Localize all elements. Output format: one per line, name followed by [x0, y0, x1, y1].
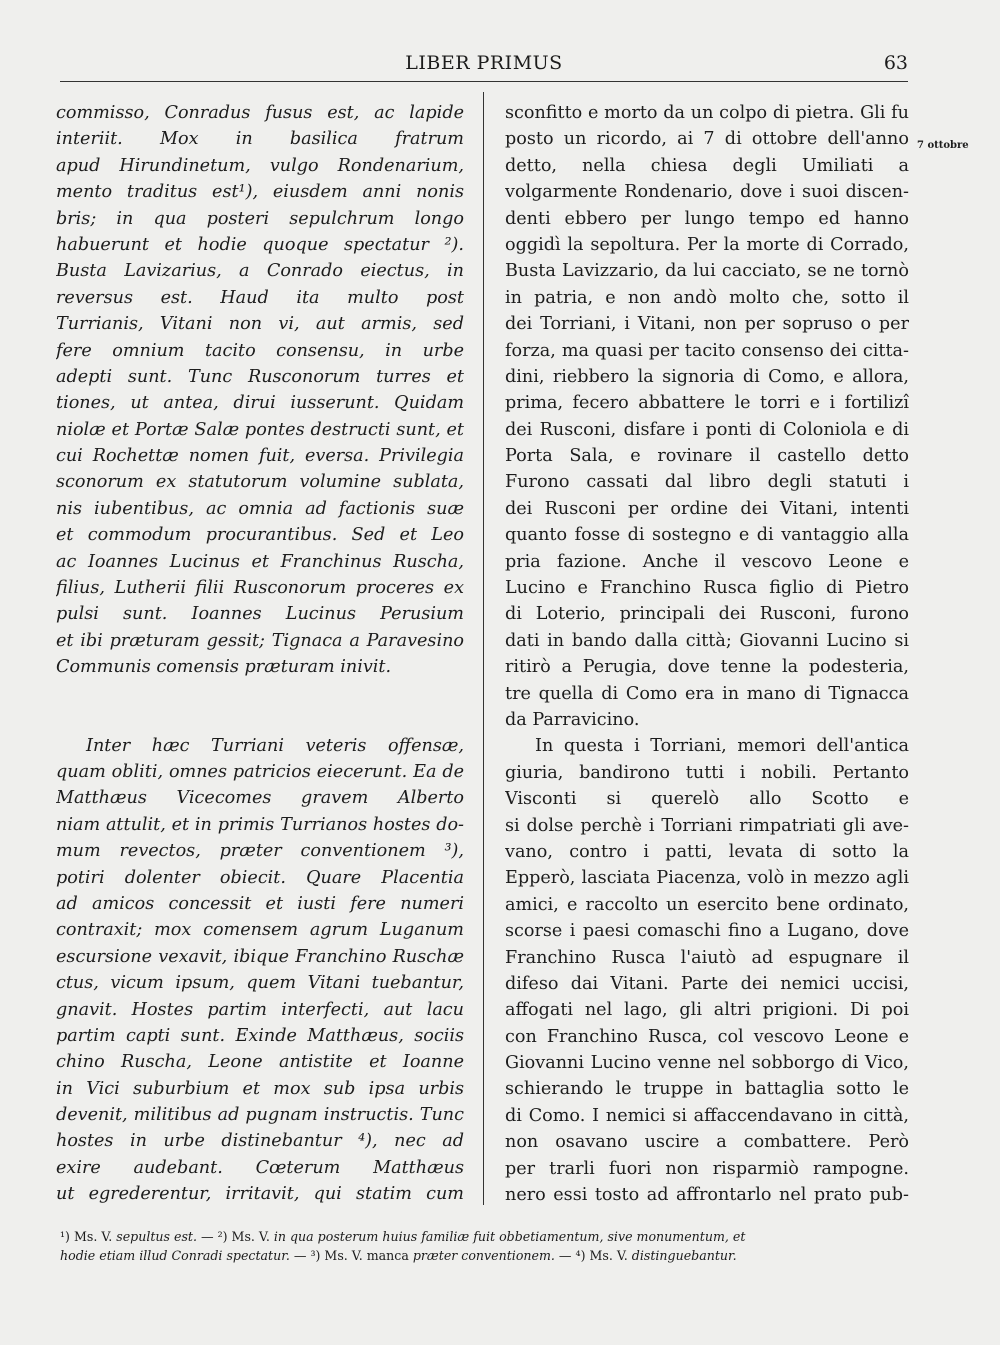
footnote-line-1 — [60, 1227, 908, 1246]
text-line: in Vici suburbium et mox sub ipsa urbis — [56, 1078, 464, 1099]
text-line: dati in bando dalla città; Giovanni Lucino si — [505, 630, 909, 651]
text-line: non osavano uscire a combattere. Però — [505, 1132, 909, 1153]
text-line: dini, riebbero la signoria di Como, e allora, — [505, 366, 909, 387]
text-line: niam attulit, et in primis Turrianos hostes do- — [56, 814, 464, 835]
text-line: denti ebbero per lungo tempo ed hanno — [505, 208, 909, 229]
text-line: Busta Lavizzario, da lui cacciato, se ne tornò — [505, 261, 909, 282]
italian-column — [505, 100, 909, 1208]
text-line: di Loterio, principali dei Rusconi, furono — [505, 604, 909, 625]
text-line: volgarmente Rondenario, dove i suoi discen- — [505, 182, 909, 203]
text-line: hostes in urbe distinebantur ⁴), nec ad — [56, 1131, 464, 1152]
text-line: dei Rusconi per ordine dei Vitani, intenti — [505, 498, 909, 519]
column-divider — [483, 92, 484, 1205]
text-line: detto, nella chiesa degli Umiliati a — [505, 155, 909, 176]
footnote-ref: ¹) Ms. V. — [60, 1229, 113, 1244]
text-line: interiit. Mox in basilica fratrum — [56, 129, 464, 150]
text-line: con Franchino Rusca, col vescovo Leone e — [505, 1026, 909, 1047]
text-line: scorse i paesi comaschi fino a Lugano, dove — [505, 921, 909, 942]
text-line: Porta Sala, e rovinare il castello detto — [505, 446, 909, 467]
text-line: si dolse perchè i Torriani rimpatriati gli ave- — [505, 815, 909, 836]
text-line: mento traditus est¹), eiusdem anni nonis — [56, 182, 464, 203]
text-line: niolæ et Portæ Salæ pontes destructi sunt, et — [56, 419, 464, 440]
footnote-line-2 — [60, 1246, 908, 1265]
text-line: bris; in qua posteri sepulchrum longo — [56, 208, 464, 229]
text-line: gnavit. Hostes partim interfecti, aut lacu — [56, 999, 464, 1020]
text-line: oggidì la sepoltura. Per la morte di Corrado, — [505, 234, 909, 255]
text-line: amici, e raccolto un esercito bene ordinato, — [505, 894, 909, 915]
text-line: exire audebant. Cœterum Matthæus — [56, 1157, 464, 1178]
text-line: per trarli fuori non risparmiò rampogne. — [505, 1158, 909, 1179]
text-line-indented: In questa i Torriani, memori dell'antica — [535, 736, 909, 757]
text-line: sconfitto e morto da un colpo di pietra. Gli fu — [505, 103, 909, 123]
text-line: mum revectos, præter conventionem ³), — [56, 841, 464, 862]
text-line: potiri dolenter obiecit. Quare Placentia — [56, 867, 464, 888]
page-number: 63 — [883, 52, 908, 74]
text-line: ac Ioannes Lucinus et Franchinus Ruscha, — [56, 551, 464, 572]
paragraph-gap — [56, 681, 464, 733]
text-line: escursione vexavit, ibique Franchino Ruschæ — [56, 946, 464, 967]
footnote-variant: in qua posterum huius familiæ fuit obbetiamentum, sive monumentum, et — [273, 1229, 746, 1244]
text-line: ritirò a Perugia, dove tenne la podesteria, — [505, 657, 909, 678]
text-line: quanto fosse di sostegno e di vantaggio alla — [505, 525, 909, 546]
text-line: chino Ruscha, Leone antistite et Ioanne — [56, 1052, 464, 1073]
text-line: fere omnium tacito consensu, in urbe — [56, 340, 464, 361]
text-line: prima, fecero abbattere le torri e i fortilizî — [505, 393, 909, 414]
text-line: difeso dai Vitani. Parte dei nemici uccisi, — [505, 973, 909, 994]
text-line-last: Communis comensis præturam inivit. — [56, 657, 392, 678]
text-line: ctus, vicum ipsum, quem Vitani tuebantur, — [56, 973, 464, 994]
margin-note-date: 7 ottobre — [917, 140, 969, 151]
latin-paragraph-2 — [56, 733, 464, 1208]
latin-column — [56, 100, 464, 1208]
text-line: schierando le truppe in battaglia sotto le — [505, 1079, 909, 1100]
text-line: di Como. I nemici si affaccendavano in città, — [505, 1105, 909, 1126]
text-line: sconorum ex statutorum volumine sublata, — [56, 472, 464, 493]
italian-paragraph-2 — [505, 733, 909, 1208]
text-line: nero essi tosto ad affrontarlo nel prato pub- — [505, 1185, 909, 1206]
footnote-variant: sepultus est. — [116, 1229, 197, 1244]
text-line: tre quella di Como era in mano di Tignacca — [505, 683, 909, 704]
text-line: Lucino e Franchino Rusca figlio di Pietro — [505, 578, 909, 599]
running-title: LIBER PRIMUS — [405, 52, 563, 74]
text-line: ut egrederentur, irritavit, qui statim cum — [56, 1184, 464, 1205]
italian-paragraph-1 — [505, 100, 909, 733]
text-line: forza, ma quasi per tacito consenso dei citta- — [505, 340, 909, 361]
text-line: Epperò, lasciata Piacenza, volò in mezzo agli — [505, 868, 909, 889]
text-line: Matthæus Vicecomes gravem Alberto — [56, 788, 464, 809]
text-line: Furono cassati dal libro degli statuti i — [505, 472, 909, 493]
text-line: cui Rochettæ nomen fuit, eversa. Privilegia — [56, 446, 464, 467]
text-line: giuria, bandirono tutti i nobili. Pertanto — [505, 762, 909, 783]
footnotes — [60, 1227, 908, 1265]
text-line: commisso, Conradus fusus est, ac lapide — [56, 103, 464, 123]
text-line: vano, contro i patti, levata di sotto la — [505, 841, 909, 862]
text-line: ad amicos concessit et iusti fere numeri — [56, 893, 464, 914]
text-line: pria fazione. Anche il vescovo Leone e — [505, 551, 909, 572]
footnote-variant: præter conventionem. — [412, 1248, 555, 1263]
text-line: et commodum procurantibus. Sed et Leo — [56, 525, 464, 546]
latin-paragraph-1 — [56, 100, 464, 681]
text-line: et ibi præturam gessit; Tignaca a Paravesino — [56, 630, 464, 651]
text-line: nis iubentibus, ac omnia ad factionis suæ — [56, 498, 464, 519]
text-line: quam obliti, omnes patricios eiecerunt. Ea de — [56, 761, 464, 782]
text-line: reversus est. Haud ita multo post — [56, 287, 464, 308]
text-line: filius, Lutherii filii Rusconorum proceres ex — [56, 578, 464, 599]
text-line: Franchino Rusca l'aiutò ad espugnare il — [505, 947, 909, 968]
text-line: apud Hirundinetum, vulgo Rondenarium, — [56, 155, 464, 176]
footnote-ref: — ²) Ms. V. — [201, 1229, 270, 1244]
text-line: posto un ricordo, ai 7 di ottobre dell'anno — [505, 129, 909, 150]
text-line: in patria, e non andò molto che, sotto il — [505, 287, 909, 308]
text-line-indented: Inter hæc Turriani veteris offensæ, — [86, 735, 464, 756]
header-rule — [60, 81, 908, 82]
footnote-ref: — ⁴) Ms. V. — [558, 1248, 628, 1263]
text-line: Giovanni Lucino venne nel sobborgo di Vico, — [505, 1053, 909, 1074]
text-line: habuerunt et hodie quoque spectatur ²). — [56, 234, 464, 255]
text-line: partim capti sunt. Exinde Matthæus, sociis — [56, 1025, 464, 1046]
text-line: Busta Lavizarius, a Conrado eiectus, in — [56, 261, 464, 282]
text-line: tiones, ut antea, dirui iusserunt. Quidam — [56, 393, 464, 414]
page-header — [60, 52, 908, 80]
footnote-variant: distinguebantur. — [631, 1248, 737, 1263]
text-line: Turrianis, Vitani non vi, aut armis, sed — [56, 314, 464, 335]
text-line: affogati nel lago, gli altri prigioni. Di poi — [505, 1000, 909, 1021]
text-line: adepti sunt. Tunc Rusconorum turres et — [56, 366, 464, 387]
text-line: contraxit; mox comensem agrum Luganum — [56, 920, 464, 941]
text-line: pulsi sunt. Ioannes Lucinus Perusium — [56, 604, 464, 625]
footnote-ref: — ³) Ms. V. manca — [293, 1248, 409, 1263]
text-line: Visconti si querelò allo Scotto e — [505, 789, 909, 810]
text-line: devenit, militibus ad pugnam instructis. Tunc — [56, 1105, 464, 1126]
text-line: dei Rusconi, disfare i ponti di Coloniola e di — [505, 419, 909, 440]
text-line: dei Torriani, i Vitani, non per sopruso o per — [505, 314, 909, 335]
text-line-last: da Parravicino. — [505, 709, 640, 730]
footnote-variant: hodie etiam illud Conradi spectatur. — [60, 1248, 290, 1263]
